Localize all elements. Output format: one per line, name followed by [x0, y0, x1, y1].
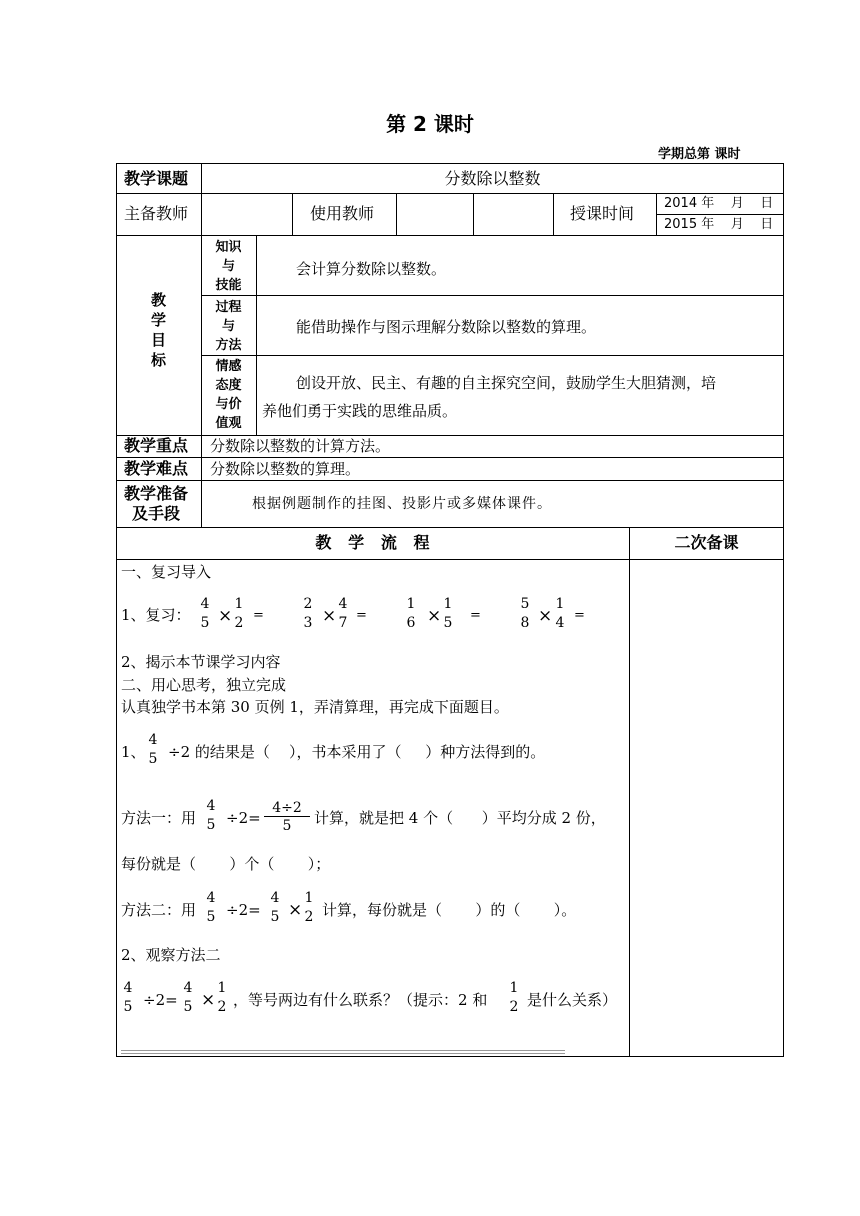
- times-sign: ×: [201, 990, 216, 1010]
- divide-by-2: ÷2=: [226, 901, 261, 919]
- method1-text: 计算，就是把 4 个（ ）平均分成 2 份，: [314, 809, 606, 827]
- times-sign: ×: [288, 900, 303, 920]
- frac-4div2-over-5: $\frac{4\div 2}{5}$: [264, 801, 310, 833]
- emotion-text-1: 创设开放、民主、有趣的自主探究空间，鼓励学生大胆猜测，培: [296, 374, 717, 392]
- topic-value: 分数除以整数: [444, 169, 541, 188]
- prep-text: 根据例题制作的挂图、投影片或多媒体课件。: [252, 496, 552, 512]
- use-teacher-label: 使用教师: [310, 204, 375, 223]
- observe-method2: 2、观察方法二: [121, 946, 221, 964]
- frac-4-5: 4 5: [206, 890, 216, 925]
- times-sign: ×: [538, 606, 553, 626]
- second-prep-header: 二次备课: [674, 533, 739, 552]
- frac-4-5: 4 5: [270, 890, 280, 925]
- method2-prefix: 方法二：用: [121, 901, 197, 919]
- difficulty-label: 教学难点: [124, 459, 189, 478]
- main-teacher-label: 主备教师: [124, 204, 189, 223]
- frac-1-2: 1 2: [509, 980, 519, 1015]
- frac-4-7: 4 7: [338, 596, 348, 631]
- frac-4-5: 4 5: [183, 980, 193, 1015]
- prep-label-1: 教学准备: [124, 484, 189, 503]
- difficulty-text: 分数除以整数的算理。: [210, 460, 361, 478]
- q1-text: ÷2 的结果是（ ），书本采用了（ ）种方法得到的。: [168, 743, 546, 761]
- method1-line2: 每份就是（ ）个（ ）；: [121, 855, 331, 873]
- divider-line: [121, 1050, 565, 1051]
- frac-4-5: 4 5: [200, 596, 210, 631]
- frac-1-2: 1 2: [234, 596, 244, 631]
- frac-1-6: 1 6: [406, 596, 416, 631]
- times-sign: ×: [322, 606, 337, 626]
- frac-1-2: 1 2: [304, 890, 314, 925]
- divider-line: [121, 1053, 565, 1054]
- frac-2-3: 2 3: [303, 596, 313, 631]
- frac-1-5: 1 5: [443, 596, 453, 631]
- times-sign: ×: [427, 606, 442, 626]
- frac-5-8: 5 8: [520, 596, 530, 631]
- term-lesson-count: 学期总第 课时: [658, 147, 741, 162]
- knowledge-text: 会计算分数除以整数。: [296, 260, 447, 278]
- section-review: 一、复习导入: [121, 563, 212, 581]
- observe-question: ，等号两边有什么联系？（提示：2 和: [233, 991, 488, 1009]
- date-2015: 2015 年 月 日: [664, 217, 774, 232]
- page-title: 第 2 课时: [386, 112, 474, 136]
- prep-label-2: 及手段: [132, 504, 181, 523]
- focus-text: 分数除以整数的计算方法。: [210, 437, 391, 455]
- equals-sign: =: [574, 608, 585, 623]
- method2-text: 计算，每份就是（ ）的（ ）。: [322, 901, 577, 919]
- knowledge-label: 知识 与 技能: [215, 240, 242, 293]
- topic-label: 教学课题: [124, 169, 189, 188]
- emotion-text-2: 养他们勇于实践的思维品质。: [262, 402, 458, 420]
- q1-number: 1、: [121, 743, 146, 761]
- class-time-label: 授课时间: [570, 204, 635, 223]
- method1-prefix: 方法一：用: [121, 809, 197, 827]
- goals-label: 教 学 目 标: [150, 291, 166, 369]
- frac-4-5: 4 5: [123, 980, 133, 1015]
- frac-1-4: 1 4: [555, 596, 565, 631]
- emotion-label: 情感 态度 与价 值观: [215, 359, 242, 431]
- focus-label: 教学重点: [124, 436, 189, 455]
- times-sign: ×: [218, 606, 233, 626]
- review-label: 1、复习：: [121, 606, 191, 624]
- frac-4-5: 4 5: [206, 798, 216, 833]
- reveal-content: 2、揭示本节课学习内容: [121, 653, 281, 671]
- observe-tail: 是什么关系）: [527, 991, 618, 1009]
- process-label: 过程 与 方法: [215, 300, 242, 353]
- equals-sign: =: [470, 608, 481, 623]
- frac-1-2: 1 2: [217, 980, 227, 1015]
- frac-4-5: 4 5: [148, 732, 158, 767]
- equals-sign: =: [356, 608, 367, 623]
- process-text: 能借助操作与图示理解分数除以整数的算理。: [296, 318, 597, 336]
- section-think: 二、用心思考，独立完成: [121, 676, 287, 694]
- read-instruction: 认真独学书本第 30 页例 1，弄清算理，再完成下面题目。: [121, 698, 509, 716]
- divide-by-2: ÷2=: [143, 991, 178, 1009]
- date-2014: 2014 年 月 日: [664, 196, 774, 211]
- flow-header: 教 学 流 程: [315, 533, 430, 552]
- divide-by-2: ÷2=: [226, 809, 261, 827]
- equals-sign: =: [253, 608, 264, 623]
